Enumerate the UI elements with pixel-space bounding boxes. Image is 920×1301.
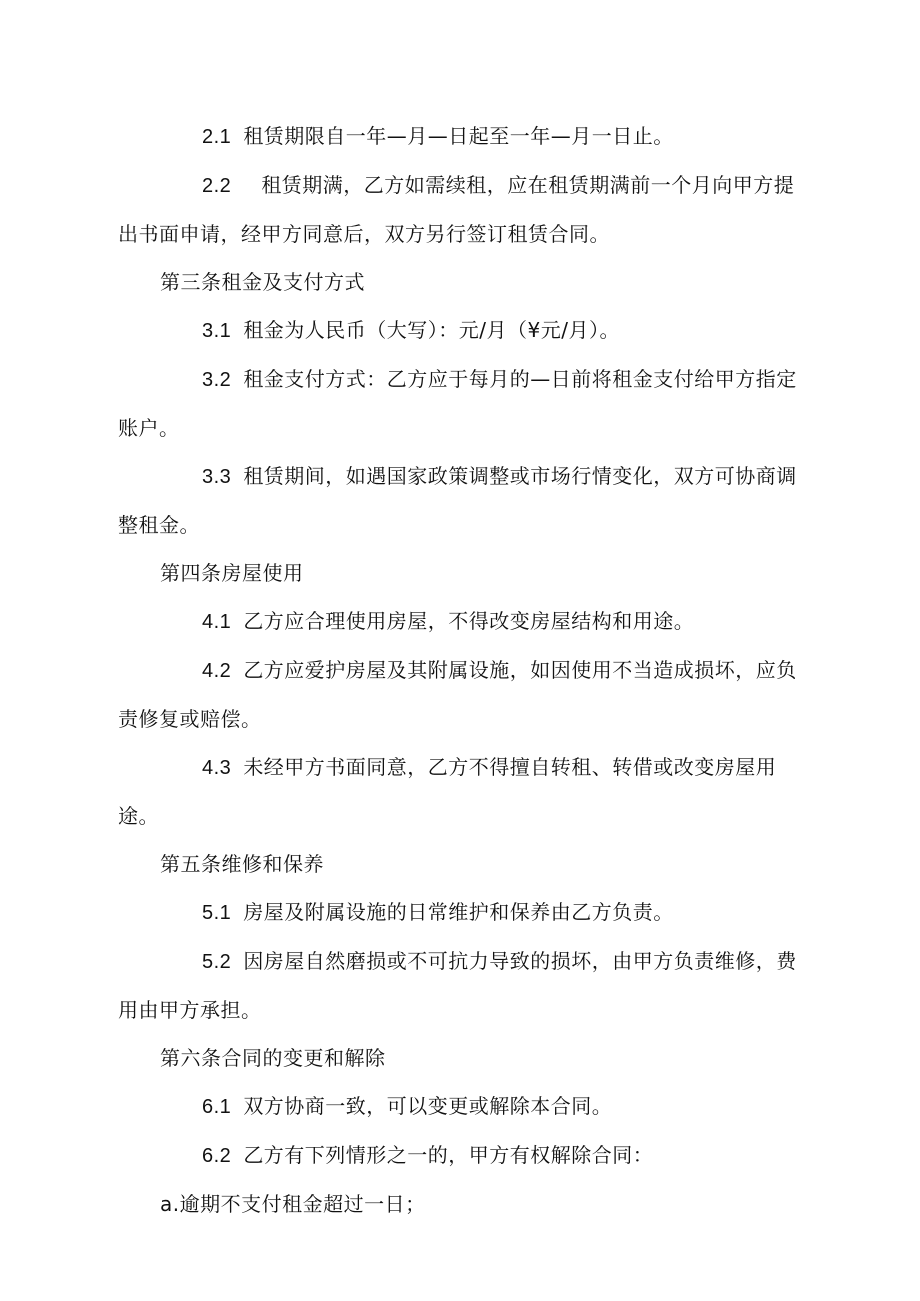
clause-4-2 (118, 646, 808, 743)
clause-text: 乙方有下列情形之一的，甲方有权解除合同： (243, 1143, 654, 1167)
clause-4-3 (118, 743, 808, 840)
document-body (118, 112, 808, 1228)
clause-text: 因房屋自然磨损或不可抗力导致的损坏，由甲方负责维修，费用由甲方承担。 (118, 949, 797, 1022)
clause-text: 乙方应合理使用房屋，不得改变房屋结构和用途。 (243, 609, 695, 633)
clause-number: 3.1 (202, 320, 232, 342)
clause-number: 4.1 (202, 611, 232, 633)
clause-5-1 (118, 888, 808, 937)
clause-number: 2.2 (202, 175, 232, 197)
clause-3-2 (118, 355, 808, 452)
section-heading-5 (118, 840, 808, 888)
clause-3-1 (118, 306, 808, 355)
clause-number: 5.1 (202, 902, 232, 924)
item-marker: a. (160, 1192, 180, 1216)
heading-text: 第六条合同的变更和解除 (160, 1046, 386, 1070)
item-text: 逾期不支付租金超过一日； (179, 1192, 426, 1216)
clause-5-2 (118, 937, 808, 1034)
clause-text: 租赁期间，如遇国家政策调整或市场行情变化，双方可协商调整租金。 (118, 464, 797, 537)
clause-2-1 (118, 112, 808, 161)
clause-number: 3.3 (202, 466, 232, 488)
clause-number: 3.2 (202, 369, 232, 391)
clause-item-a (118, 1180, 808, 1228)
section-heading-3 (118, 258, 808, 306)
clause-text: 双方协商一致，可以变更或解除本合同。 (243, 1094, 613, 1118)
clause-number: 6.1 (202, 1096, 232, 1118)
heading-text: 第四条房屋使用 (160, 561, 304, 585)
clause-text: 租金支付方式：乙方应于每月的—日前将租金支付给甲方指定账户。 (118, 367, 797, 440)
clause-4-1 (118, 597, 808, 646)
clause-number: 2.1 (202, 126, 232, 148)
heading-text: 第五条维修和保养 (160, 852, 324, 876)
clause-number: 6.2 (202, 1145, 232, 1167)
clause-text: 未经甲方书面同意，乙方不得擅自转租、转借或改变房屋用途。 (118, 755, 777, 828)
clause-text: 乙方应爱护房屋及其附属设施，如因使用不当造成损坏，应负责修复或赔偿。 (118, 658, 797, 731)
clause-number: 5.2 (202, 951, 232, 973)
clause-2-2 (118, 161, 808, 258)
clause-number: 4.3 (202, 757, 232, 779)
section-heading-4 (118, 549, 808, 597)
clause-text: 租赁期限自一年—月—日起至一年—月一日止。 (243, 124, 674, 148)
clause-3-3 (118, 452, 808, 549)
heading-text: 第三条租金及支付方式 (160, 270, 365, 294)
clause-6-1 (118, 1082, 808, 1131)
clause-text: 房屋及附属设施的日常维护和保养由乙方负责。 (243, 900, 674, 924)
clause-number: 4.2 (202, 660, 232, 682)
clause-text: 租金为人民币（大写）：元/月（¥元/月）。 (243, 318, 621, 342)
clause-6-2 (118, 1131, 808, 1180)
section-heading-6 (118, 1034, 808, 1082)
clause-text: 租赁期满，乙方如需续租，应在租赁期满前一个月向甲方提出书面申请，经甲方同意后，双方另行签订租赁合同。 (118, 173, 795, 246)
